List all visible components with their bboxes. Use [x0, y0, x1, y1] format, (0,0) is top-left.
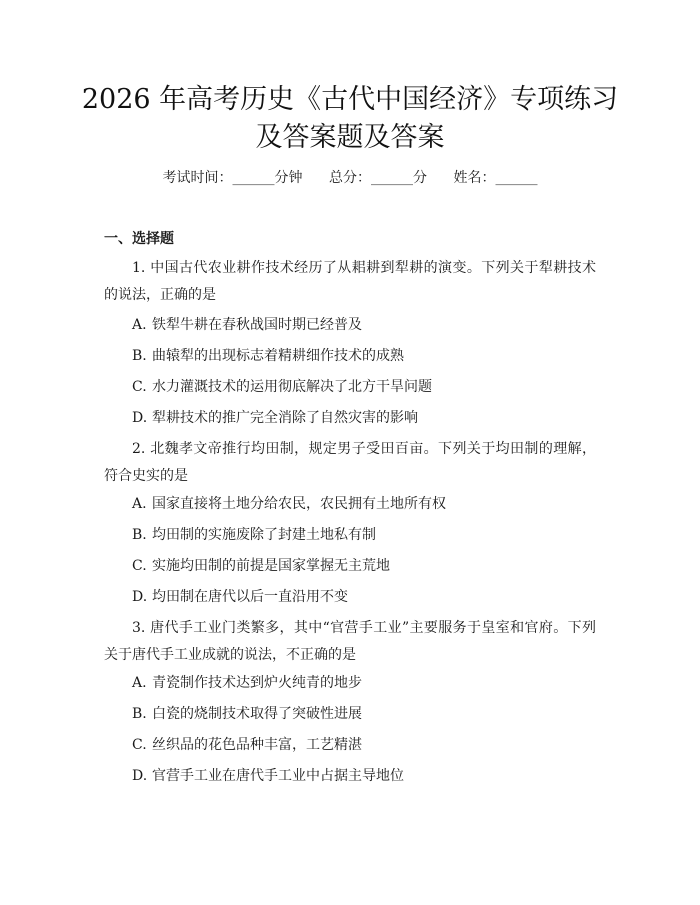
- option-label: C.: [132, 737, 147, 753]
- page-title-line2: 及答案题及答案: [255, 122, 445, 153]
- option-label: D.: [132, 410, 148, 426]
- option-text: 均田制在唐代以后一直沿用不变: [152, 589, 348, 605]
- question-1-stem: 1. 中国古代农业耕作技术经历了从耜耕到犁耕的演变。下列关于犁耕技术的说法，正确的是: [104, 260, 596, 303]
- option-text: 青瓷制作技术达到炉火纯青的地步: [152, 675, 362, 691]
- question-3-option-d: [132, 766, 404, 786]
- option-label: A.: [132, 496, 147, 512]
- question-3-option-c: [132, 735, 362, 755]
- option-text: 丝织品的花色品种丰富，工艺精湛: [152, 737, 362, 753]
- option-text: 均田制的实施废除了封建土地私有制: [152, 527, 376, 543]
- question-1-option-c: [132, 377, 432, 397]
- option-text: 铁犁牛耕在春秋战国时期已经普及: [152, 317, 362, 333]
- question-3-option-a: [132, 673, 362, 693]
- question-2-option-c: [132, 556, 390, 576]
- option-label: C.: [132, 379, 147, 395]
- question-3-option-b: [132, 704, 362, 724]
- exam-time-field: 考试时间：______分钟: [162, 170, 303, 186]
- question-1-option-d: [132, 408, 418, 428]
- option-text: 白瓷的烧制技术取得了突破性进展: [152, 706, 362, 722]
- question-3-stem: 3. 唐代手工业门类繁多，其中“官营手工业”主要服务于皇室和官府。下列关于唐代手工业成就的说法，不正确的是: [104, 620, 596, 663]
- option-label: B.: [132, 706, 147, 722]
- option-label: B.: [132, 348, 147, 364]
- option-text: 曲辕犁的出现标志着精耕细作技术的成熟: [152, 348, 404, 364]
- option-text: 犁耕技术的推广完全消除了自然灾害的影响: [152, 410, 418, 426]
- option-text: 官营手工业在唐代手工业中占据主导地位: [152, 768, 404, 784]
- question-2-option-a: [132, 494, 446, 514]
- page-title-line1: 2026 年高考历史《古代中国经济》专项练习: [81, 84, 619, 115]
- option-label: C.: [132, 558, 147, 574]
- option-label: D.: [132, 768, 148, 784]
- option-label: B.: [132, 527, 147, 543]
- option-label: A.: [132, 317, 147, 333]
- option-text: 实施均田制的前提是国家掌握无主荒地: [152, 558, 390, 574]
- question-2-stem: 2. 北魏孝文帝推行均田制，规定男子受田百亩。下列关于均田制的理解，符合史实的是: [104, 441, 596, 484]
- question-1-option-b: [132, 346, 404, 366]
- question-2-option-b: [132, 525, 376, 545]
- question-1-option-a: [132, 315, 362, 335]
- question-2-option-d: [132, 587, 348, 607]
- exam-meta: [0, 168, 700, 188]
- option-text: 国家直接将土地分给农民，农民拥有土地所有权: [152, 496, 446, 512]
- section-heading: 一、选择题: [104, 231, 174, 247]
- option-label: D.: [132, 589, 148, 605]
- name-field: 姓名：______: [453, 170, 538, 186]
- total-score-field: 总分：______分: [329, 170, 427, 186]
- option-label: A.: [132, 675, 147, 691]
- option-text: 水力灌溉技术的运用彻底解决了北方干旱问题: [152, 379, 432, 395]
